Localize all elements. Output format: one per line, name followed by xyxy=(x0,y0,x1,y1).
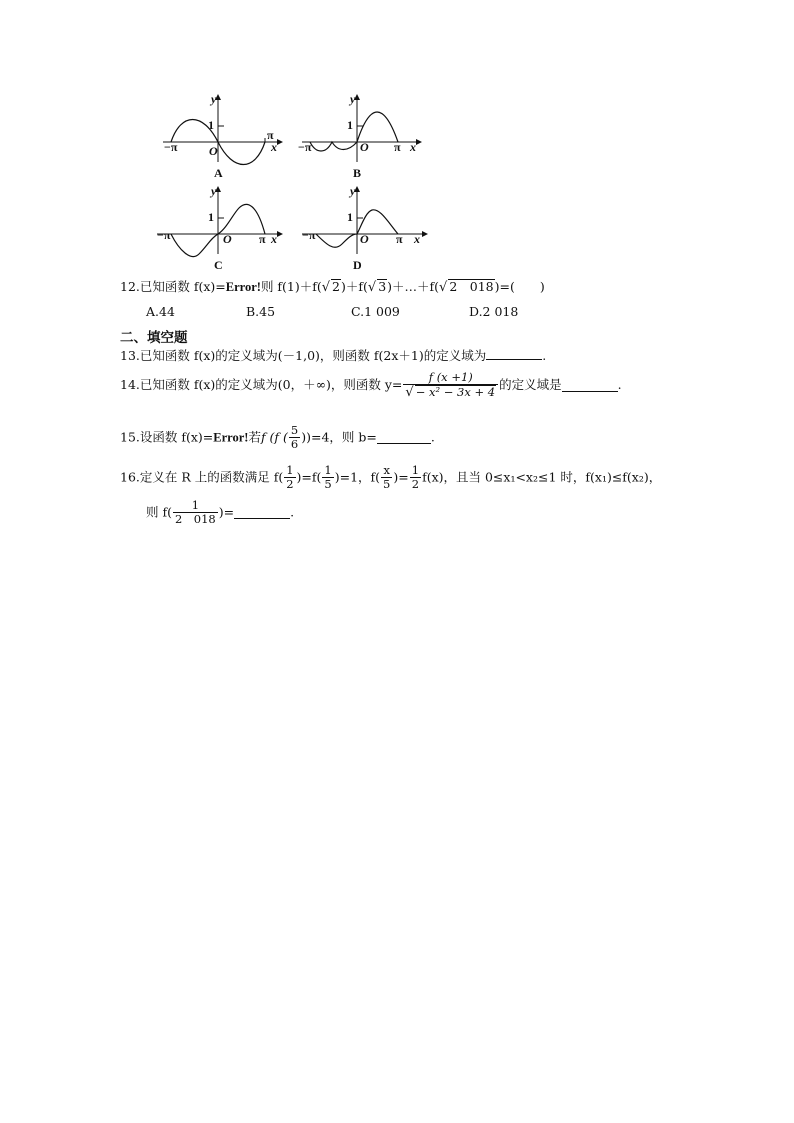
q16-mid1: )=f( xyxy=(296,469,322,485)
q15-ff: f (f ( xyxy=(260,429,288,445)
graph-c-left-tick: −π xyxy=(157,228,171,242)
q16-d3: 5 xyxy=(383,477,391,491)
graph-c-y: y xyxy=(211,184,217,198)
graph-d-right-tick: π xyxy=(396,232,403,246)
question-15 xyxy=(120,424,435,451)
q14-denominator-wrap: √ − x² − 3x + 4 xyxy=(405,385,496,400)
q16-n4: 1 xyxy=(411,463,420,477)
graph-a-left-tick: −π xyxy=(164,140,178,154)
graph-b-label: B xyxy=(353,166,362,180)
graph-d-origin: O xyxy=(360,232,369,246)
graph-d-left-tick: −π xyxy=(302,228,316,242)
q14-text: 14.已知函数 f(x)的定义域为(0，＋∞)，则函数 y= xyxy=(120,377,403,392)
q14-denominator: − x² − 3x + 4 xyxy=(415,385,496,399)
q15-numerator: 5 xyxy=(290,423,299,437)
q16-d5: 2 018 xyxy=(174,512,216,526)
q12-suffix: )=( ) xyxy=(494,279,545,294)
q15-blank[interactable] xyxy=(377,431,431,444)
q14-end: . xyxy=(617,377,622,392)
q15-end: . xyxy=(430,429,435,445)
question-16 xyxy=(120,464,661,491)
graph-b-x: x xyxy=(410,140,416,154)
graph-b xyxy=(298,92,422,180)
q13-text: 13.已知函数 f(x)的定义域为(－1,0)，则函数 f(2x＋1)的定义域为 xyxy=(120,348,487,363)
q16-line2: 则 f( xyxy=(146,504,172,520)
q16-mid2: )=1，f( xyxy=(334,469,381,485)
q16-mid3: )= xyxy=(393,469,409,485)
graph-a-one: 1 xyxy=(208,118,214,132)
q16-line2b: )= xyxy=(218,504,235,520)
graph-d-one: 1 xyxy=(347,210,353,224)
q16-frac-1 xyxy=(284,464,295,491)
q15-denominator: 6 xyxy=(290,437,299,451)
graph-b-y: y xyxy=(350,92,356,106)
q15-error: Error! xyxy=(213,430,249,445)
q12-option-d: D.2 018 xyxy=(469,304,519,319)
q12-option-a: A.44 xyxy=(146,304,175,319)
graph-a-y: y xyxy=(211,92,217,106)
graph-a-x: x xyxy=(271,140,277,154)
q16-frac-5 xyxy=(173,499,218,526)
q14-after: 的定义域是 xyxy=(499,377,562,392)
question-14 xyxy=(120,371,622,399)
q15-prefix: 15.设函数 f(x)= xyxy=(120,429,214,445)
graph-b-right-tick: π xyxy=(394,140,401,154)
graph-d-label: D xyxy=(353,258,362,272)
graph-a-origin: O xyxy=(209,144,218,158)
q15-rest: =4，则 b= xyxy=(311,429,377,445)
graph-d-x: x xyxy=(414,232,420,246)
graph-a-right-tick: π xyxy=(267,128,274,142)
q16-d4: 2 xyxy=(411,477,420,491)
q15-ruo: 若 xyxy=(248,429,261,445)
q16-prefix: 16.定义在 R 上的函数满足 f( xyxy=(120,469,284,485)
q16-n3: x xyxy=(381,464,392,478)
graph-c-label: C xyxy=(214,258,223,272)
q12-option-c: C.1 009 xyxy=(351,304,400,319)
q16-blank[interactable] xyxy=(234,506,290,519)
q16-end: . xyxy=(290,504,295,520)
q12-option-b: B.45 xyxy=(246,304,276,319)
graph-d xyxy=(302,184,428,272)
q12-prefix: 12.已知函数 f(x)= xyxy=(120,279,226,294)
q15-fraction xyxy=(289,424,300,451)
q16-d1: 2 xyxy=(286,477,294,491)
section-title: 二、填空题 xyxy=(120,330,188,346)
q16-d2: 5 xyxy=(324,477,332,491)
q12-sqrt3: 3 xyxy=(378,279,387,294)
q12-sqrt2: 2 xyxy=(332,279,340,294)
q12-middle: 则 f(1)＋f( xyxy=(260,279,322,294)
graph-b-origin: O xyxy=(360,140,369,154)
question-16-line-2 xyxy=(146,499,294,526)
q15-close: )) xyxy=(301,429,311,445)
q16-frac-3 xyxy=(381,464,392,491)
q16-n2: 1 xyxy=(324,463,332,477)
graph-c xyxy=(157,184,283,272)
q13-end: . xyxy=(542,348,547,363)
graph-a xyxy=(163,92,283,180)
graph-c-one: 1 xyxy=(208,210,214,224)
q14-blank[interactable] xyxy=(562,379,618,392)
q16-mid4: f(x)，且当 0≤x₁<x₂≤1 时，f(x₁)≤f(x₂)， xyxy=(422,469,662,485)
question-12: 12.已知函数 f(x)=Error!则 f(1)＋f(√ 2)＋f(√ 3)＋…＋f(√ 2 018)=( ) xyxy=(120,279,545,295)
graph-c-origin: O xyxy=(223,232,232,246)
q12-p3: )＋…＋f( xyxy=(387,279,440,294)
q16-n1: 1 xyxy=(286,463,294,477)
q12-p2: )＋f( xyxy=(341,279,368,294)
q16-frac-4 xyxy=(410,464,421,491)
graph-b-one: 1 xyxy=(347,118,353,132)
q13-blank[interactable] xyxy=(486,347,542,360)
graph-a-plot xyxy=(163,92,283,162)
q16-frac-2 xyxy=(322,464,333,491)
graph-b-left-tick: −π xyxy=(298,140,312,154)
q14-fraction xyxy=(403,371,498,399)
question-13 xyxy=(120,347,546,364)
graph-c-right-tick: π xyxy=(259,232,266,246)
graph-c-x: x xyxy=(271,232,277,246)
q12-sqrt2018: 2 018 xyxy=(449,279,494,294)
q16-n5: 1 xyxy=(173,499,218,513)
graph-a-label: A xyxy=(214,166,223,180)
q14-numerator: f (x +1) xyxy=(403,371,498,385)
graph-d-y: y xyxy=(350,184,356,198)
q12-error: Error! xyxy=(225,280,261,294)
